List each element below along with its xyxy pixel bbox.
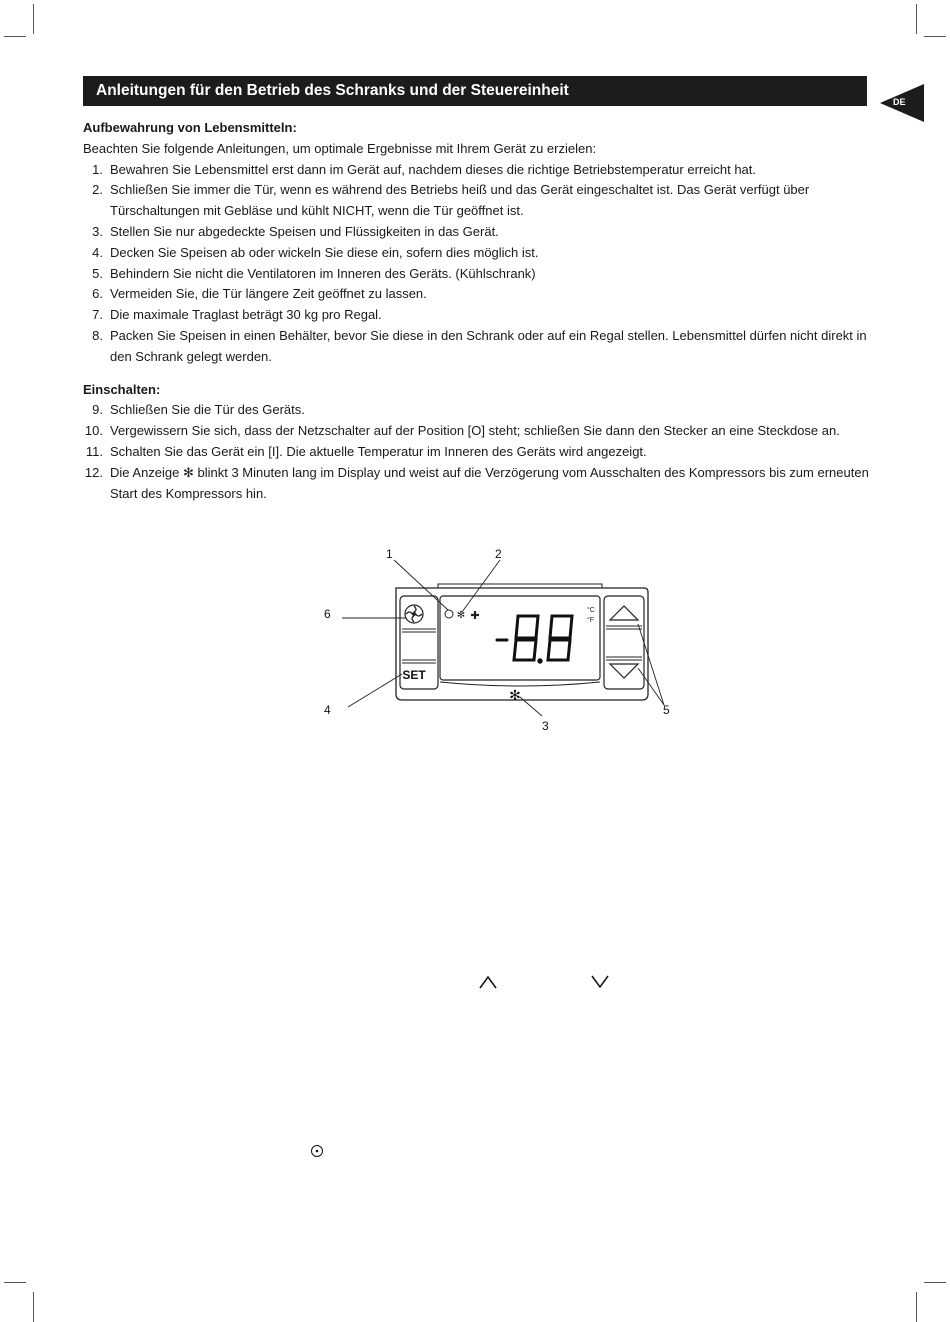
callout-number: 6 <box>324 607 331 621</box>
list-item <box>83 284 873 305</box>
item-number: 7. <box>92 307 103 323</box>
item-text: Schließen Sie immer die Tür, wenn es während des Betriebs heiß und das Gerät eingeschaltet ist. Das Gerät verfügt über Türschaltungen mit Gebläse und kühlt NICHT, wenn die Tür geöffnet ist. <box>110 182 810 219</box>
list-item <box>83 421 873 442</box>
intro-text: Beachten Sie folgende Anleitungen, um optimale Ergebnisse mit Ihrem Gerät zu erzielen: <box>83 140 597 156</box>
fan-icon <box>310 1144 324 1158</box>
item-text: Vermeiden Sie, die Tür längere Zeit geöffnet zu lassen. <box>110 286 427 302</box>
list-item <box>83 160 873 181</box>
crop-mark <box>924 36 946 37</box>
item-number: 5. <box>92 265 103 281</box>
list-item <box>83 400 873 421</box>
item-text: Decken Sie Speisen ab oder wickeln Sie diese ein, sofern dies möglich ist. <box>110 244 539 260</box>
crop-mark <box>924 1282 946 1283</box>
item-number: 3. <box>92 223 103 239</box>
up-arrow-icon <box>610 606 638 620</box>
item-text: Bewahren Sie Lebensmittel erst dann im Gerät auf, nachdem dieses die richtige Betriebstemperatur erreicht hat. <box>110 161 757 177</box>
item-text: Vergewissern Sie sich, dass der Netzschalter auf der Position [O] steht; schließen Sie dann den Stecker an eine Steckdose an. <box>110 423 840 439</box>
instruction-list <box>83 400 873 504</box>
up-caret-icon <box>478 974 498 990</box>
set-button-label: SET <box>402 668 426 682</box>
item-number: 8. <box>92 327 103 343</box>
page-title: Anleitungen für den Betrieb des Schranks und der Steuereinheit <box>83 76 867 106</box>
item-text: Stellen Sie nur abgedeckte Speisen und Flüssigkeiten in das Gerät. <box>110 223 499 239</box>
down-arrow-icon <box>610 664 638 678</box>
crop-mark <box>33 4 34 34</box>
section-heading: Einschalten: <box>83 381 161 397</box>
item-number: 12. <box>84 464 103 480</box>
list-item <box>83 222 873 243</box>
item-number: 11. <box>85 443 103 459</box>
crop-mark <box>4 36 26 37</box>
item-text: Die Anzeige ✻ blinkt 3 Minuten lang im Display und weist auf die Verzögerung vom Ausschalten des Kompressors bis zum erneuten Start des Kompressors hin. <box>110 464 869 501</box>
section-heading: Aufbewahrung von Lebensmitteln: <box>83 120 297 135</box>
snowflake-icon: ✻ <box>509 687 521 703</box>
crop-mark <box>4 1282 26 1283</box>
unit-label-c: °C <box>587 607 595 614</box>
item-number: 6. <box>92 286 103 302</box>
crop-mark <box>916 4 917 34</box>
list-item <box>83 243 873 264</box>
unit-label-f: °F <box>587 617 595 624</box>
list-item <box>83 463 873 505</box>
item-number: 1. <box>92 161 103 177</box>
down-caret-icon <box>590 974 610 990</box>
callout-number: 3 <box>542 719 549 733</box>
list-item <box>83 442 873 463</box>
document-body <box>83 118 873 504</box>
control-panel-diagram <box>310 540 690 740</box>
svg-text:✻: ✻ <box>456 610 466 621</box>
item-number: 10. <box>84 423 103 439</box>
callout-number: 1 <box>386 547 393 561</box>
item-text: Schalten Sie das Gerät ein [I]. Die aktuelle Temperatur im Inneren des Geräts wird angezeigt. <box>110 443 647 459</box>
right-button-column <box>604 596 644 689</box>
language-tab-label: DE <box>893 97 906 107</box>
temperature-readout <box>497 616 572 662</box>
list-item <box>83 326 873 368</box>
fan-icon <box>405 605 423 623</box>
instruction-list <box>83 160 873 368</box>
list-item <box>83 264 873 285</box>
callout-number: 5 <box>663 703 670 717</box>
item-text: Behindern Sie nicht die Ventilatoren im Inneren des Geräts. (Kühlschrank) <box>110 265 536 281</box>
callout-number: 4 <box>324 703 331 717</box>
item-number: 9. <box>92 402 103 418</box>
svg-text:✚: ✚ <box>470 610 480 622</box>
list-item <box>83 180 873 222</box>
item-text: Schließen Sie die Tür des Geräts. <box>110 402 305 418</box>
item-number: 4. <box>92 244 103 260</box>
item-text: Die maximale Traglast beträgt 30 kg pro Regal. <box>110 307 382 323</box>
item-text: Packen Sie Speisen in einen Behälter, bevor Sie diese in den Schrank oder auf ein Regal stellen. Lebensmittel dürfen nicht direkt in den Schrank gelegt werden. <box>110 327 867 364</box>
item-number: 2. <box>92 182 103 198</box>
callout-number: 2 <box>495 547 502 561</box>
temperature-value: -8.8 <box>310 540 312 541</box>
list-item <box>83 305 873 326</box>
